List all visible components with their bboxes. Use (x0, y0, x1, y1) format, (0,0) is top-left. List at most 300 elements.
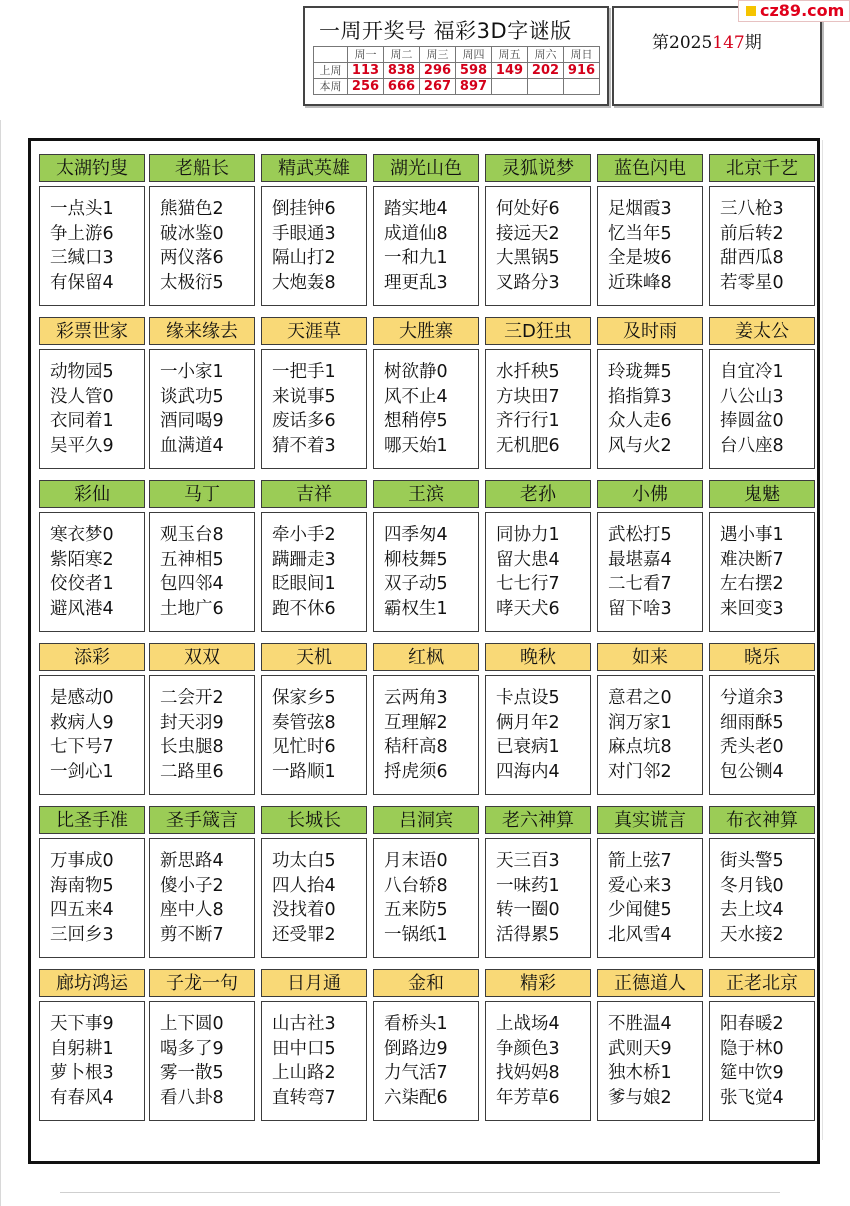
draw-table-day-row (314, 47, 600, 63)
riddle-line: 月末语0 (384, 851, 448, 871)
riddle-line: 大炮轰8 (272, 272, 336, 293)
day-header: 周日 (564, 47, 600, 63)
riddle-line: 功太白5 (272, 851, 336, 871)
riddle-line: 自躬耕1 (50, 1038, 114, 1059)
riddle-line: 云两角3 (384, 688, 448, 708)
riddle-line: 熊猫色2 (160, 199, 224, 219)
riddle-line: 前后转2 (720, 223, 784, 244)
riddle-group (149, 480, 255, 632)
riddle-line: 一味药1 (496, 875, 560, 896)
riddle-group (373, 806, 479, 958)
draw-number: 202 (528, 63, 564, 79)
riddle-line: 俩月年2 (496, 712, 560, 733)
riddle-line: 留大患4 (496, 549, 560, 570)
riddle-line: 手眼通3 (272, 223, 336, 244)
riddle-group-body (485, 349, 591, 469)
riddle-line: 动物园5 (50, 362, 114, 382)
riddle-group (709, 643, 815, 795)
riddle-group (261, 154, 367, 306)
riddle-line: 傻小子2 (160, 875, 224, 896)
riddle-line: 近珠峰8 (608, 272, 672, 293)
riddle-line: 足烟霞3 (608, 199, 672, 219)
riddle-line: 蹒跚走3 (272, 549, 336, 570)
riddle-line: 来回变3 (720, 598, 784, 619)
riddle-group-body (709, 675, 815, 795)
issue-suffix: 期 (744, 33, 762, 53)
riddle-line: 秃头老0 (720, 737, 784, 757)
riddle-line: 保家乡5 (272, 688, 336, 708)
riddle-lines (486, 1012, 560, 1110)
riddle-group-title: 日月通 (261, 969, 367, 997)
riddle-group-body (373, 512, 479, 632)
draw-number: 916 (564, 63, 600, 79)
riddle-line: 何处好6 (496, 199, 560, 219)
draw-number: 897 (456, 79, 492, 95)
riddle-line: 雾一散5 (160, 1063, 224, 1083)
riddle-group-body (709, 1001, 815, 1121)
riddle-line: 筵中饮9 (720, 1063, 784, 1083)
riddle-line: 四海内4 (496, 761, 560, 782)
riddle-lines (710, 197, 784, 295)
riddle-group-title: 彩票世家 (39, 317, 145, 345)
riddle-line: 一点头1 (50, 199, 114, 219)
riddle-group-body (485, 675, 591, 795)
draw-number: 666 (384, 79, 420, 95)
riddle-line: 一剑心1 (50, 761, 114, 782)
issue-number: 147 (712, 33, 745, 53)
riddle-line: 田中口5 (272, 1038, 336, 1059)
draw-number (564, 79, 600, 95)
riddle-group-body (261, 186, 367, 306)
riddle-lines (598, 1012, 672, 1110)
site-logo[interactable] (738, 0, 850, 22)
riddle-group-title: 小佛 (597, 480, 703, 508)
riddle-line: 齐行行1 (496, 411, 560, 431)
riddle-line: 上山路2 (272, 1063, 336, 1083)
riddle-line: 山古社3 (272, 1014, 336, 1034)
riddle-line: 二会开2 (160, 688, 224, 708)
riddle-line: 上下圆0 (160, 1014, 224, 1034)
riddle-lines (710, 686, 784, 784)
riddle-group-body (373, 838, 479, 958)
riddle-line: 细雨酥5 (720, 712, 784, 733)
riddle-group (597, 969, 703, 1121)
riddle-group-title: 真实谎言 (597, 806, 703, 834)
riddle-line: 想稍停5 (384, 411, 448, 431)
riddle-lines (150, 686, 224, 784)
riddle-group (485, 317, 591, 469)
riddle-lines (710, 1012, 784, 1110)
riddle-line: 包公铡4 (720, 761, 784, 782)
riddle-lines (598, 197, 672, 295)
riddle-group-title: 蓝色闪电 (597, 154, 703, 182)
riddle-line: 六柒配6 (384, 1087, 448, 1108)
riddle-lines (710, 523, 784, 621)
riddle-group-body (373, 1001, 479, 1121)
riddle-group (709, 969, 815, 1121)
riddle-lines (374, 360, 448, 458)
draw-number (492, 79, 528, 95)
draw-number: 838 (384, 63, 420, 79)
riddle-line: 润万家1 (608, 712, 672, 733)
riddle-lines (486, 523, 560, 621)
logo-square-icon (746, 6, 756, 16)
riddle-group (39, 317, 145, 469)
riddle-line: 牵小手2 (272, 525, 336, 545)
riddle-line: 树欲静0 (384, 362, 448, 382)
riddle-group-title: 晚秋 (485, 643, 591, 671)
riddle-group (597, 480, 703, 632)
day-header: 周二 (384, 47, 420, 63)
riddle-line: 一和九1 (384, 248, 448, 268)
riddle-lines (262, 1012, 336, 1110)
riddle-lines (262, 849, 336, 947)
draw-number: 113 (348, 63, 384, 79)
riddle-line: 一把手1 (272, 362, 336, 382)
riddle-group (149, 806, 255, 958)
day-header: 周四 (456, 47, 492, 63)
riddle-group-body (373, 186, 479, 306)
riddle-group (597, 317, 703, 469)
riddle-line: 北风雪4 (608, 924, 672, 945)
riddle-line: 四季匆4 (384, 525, 448, 545)
riddle-line: 争上游6 (50, 223, 114, 244)
riddle-line: 废话多6 (272, 411, 336, 431)
day-header: 周六 (528, 47, 564, 63)
riddle-line: 哪天始1 (384, 435, 448, 456)
riddle-line: 对门邻2 (608, 761, 672, 782)
riddle-line: 众人走6 (608, 411, 672, 431)
riddle-group-body (597, 512, 703, 632)
riddle-line: 台八座8 (720, 435, 784, 456)
riddle-group-body (485, 512, 591, 632)
riddle-group-body (261, 1001, 367, 1121)
riddle-line: 倒挂钟6 (272, 199, 336, 219)
riddle-line: 爱心来3 (608, 875, 672, 896)
riddle-group (597, 154, 703, 306)
riddle-group (597, 643, 703, 795)
draw-number: 598 (456, 63, 492, 79)
riddle-line: 是感动0 (50, 688, 114, 708)
riddle-line: 理更乱3 (384, 272, 448, 293)
riddle-line: 大黑锅5 (496, 248, 560, 268)
riddle-group (373, 154, 479, 306)
riddle-line: 无机肥6 (496, 435, 560, 456)
riddle-line: 天水接2 (720, 924, 784, 945)
riddle-line: 卡点设5 (496, 688, 560, 708)
riddle-line: 留下啥3 (608, 598, 672, 619)
riddle-line: 捋虎须6 (384, 761, 448, 782)
riddle-group-title: 吕洞宾 (373, 806, 479, 834)
riddle-group-title: 双双 (149, 643, 255, 671)
riddle-line: 没找着0 (272, 900, 336, 920)
page-title: 一周开奖号 福彩3D字谜版 (319, 19, 572, 43)
riddle-lines (598, 686, 672, 784)
riddle-group-body (39, 838, 145, 958)
riddle-group-title: 大胜寨 (373, 317, 479, 345)
issue-prefix: 第2025 (652, 33, 713, 53)
riddle-line: 紫陌寒2 (50, 549, 114, 570)
riddle-lines (486, 197, 560, 295)
riddle-line: 剪不断7 (160, 924, 224, 945)
riddle-line: 七下号7 (50, 737, 114, 757)
riddle-line: 秸秆高8 (384, 737, 448, 757)
draw-number: 149 (492, 63, 528, 79)
riddle-group (149, 643, 255, 795)
riddle-group-title: 添彩 (39, 643, 145, 671)
riddle-group (709, 317, 815, 469)
riddle-line: 封天羽9 (160, 712, 224, 733)
riddle-line: 冬月钱0 (720, 875, 784, 896)
riddle-lines (374, 523, 448, 621)
riddle-line: 成道仙8 (384, 223, 448, 244)
riddle-line: 喝多了9 (160, 1038, 224, 1059)
riddle-group-title: 灵狐说梦 (485, 154, 591, 182)
riddle-line: 一路顺1 (272, 761, 336, 782)
riddle-line: 方块田7 (496, 386, 560, 407)
riddle-line: 一锅纸1 (384, 924, 448, 945)
draw-number: 256 (348, 79, 384, 95)
riddle-group-title: 老六神算 (485, 806, 591, 834)
riddle-group-title: 金和 (373, 969, 479, 997)
riddle-group-body (597, 1001, 703, 1121)
riddle-line: 街头警5 (720, 851, 784, 871)
riddle-line: 风不止4 (384, 386, 448, 407)
riddle-lines (150, 197, 224, 295)
riddle-group-body (149, 1001, 255, 1121)
riddle-line: 力气活7 (384, 1063, 448, 1083)
riddle-line: 没人管0 (50, 386, 114, 407)
riddle-line: 阳春暖2 (720, 1014, 784, 1034)
riddle-group-title: 湖光山色 (373, 154, 479, 182)
riddle-group (597, 806, 703, 958)
riddle-line: 转一圈0 (496, 900, 560, 920)
riddle-line: 救病人9 (50, 712, 114, 733)
riddle-line: 还受罪2 (272, 924, 336, 945)
riddle-group-title: 红枫 (373, 643, 479, 671)
riddle-lines (150, 849, 224, 947)
riddle-lines (40, 849, 114, 947)
riddle-line: 土地广6 (160, 598, 224, 619)
riddle-line: 上战场4 (496, 1014, 560, 1034)
riddle-group-body (709, 349, 815, 469)
riddle-group (39, 806, 145, 958)
riddle-line: 佼佼者1 (50, 574, 114, 594)
riddle-line: 看八卦8 (160, 1087, 224, 1108)
riddle-line: 年芳草6 (496, 1087, 560, 1108)
riddle-group-body (149, 349, 255, 469)
riddle-lines (486, 686, 560, 784)
riddle-group (709, 806, 815, 958)
draw-table-row-this-week (314, 79, 600, 95)
riddle-group-body (373, 675, 479, 795)
riddle-group-body (261, 838, 367, 958)
riddle-group (485, 154, 591, 306)
riddle-lines (150, 360, 224, 458)
riddle-group-title: 姜太公 (709, 317, 815, 345)
riddle-line: 麻点坑8 (608, 737, 672, 757)
riddle-group-body (149, 186, 255, 306)
riddle-group-title: 正老北京 (709, 969, 815, 997)
riddle-group-body (597, 186, 703, 306)
page-edge-bottom (60, 1192, 780, 1193)
riddle-group-title: 精武英雄 (261, 154, 367, 182)
riddle-line: 互理解2 (384, 712, 448, 733)
riddle-group-title: 吉祥 (261, 480, 367, 508)
riddle-group-title: 廊坊鸿运 (39, 969, 145, 997)
riddle-line: 甜西瓜8 (720, 248, 784, 268)
riddle-group-body (149, 675, 255, 795)
riddle-line: 争颜色3 (496, 1038, 560, 1059)
riddle-group-title: 鬼魅 (709, 480, 815, 508)
riddle-line: 兮道余3 (720, 688, 784, 708)
page-edge-right (822, 140, 823, 1140)
riddle-group (39, 969, 145, 1121)
riddle-line: 找妈妈8 (496, 1063, 560, 1083)
riddle-line: 七七行7 (496, 574, 560, 594)
page-edge-left (0, 120, 1, 1206)
riddle-group-body (261, 675, 367, 795)
riddle-group (373, 317, 479, 469)
riddle-line: 新思路4 (160, 851, 224, 871)
riddle-line: 长虫腿8 (160, 737, 224, 757)
riddle-line: 武则天9 (608, 1038, 672, 1059)
riddle-lines (40, 360, 114, 458)
riddle-line: 奏管弦8 (272, 712, 336, 733)
riddle-line: 少闻健5 (608, 900, 672, 920)
riddle-grid (28, 138, 820, 1164)
riddle-group-body (39, 349, 145, 469)
riddle-line: 有春风4 (50, 1087, 114, 1108)
riddle-group-title: 王滨 (373, 480, 479, 508)
riddle-line: 爹与娘2 (608, 1087, 672, 1108)
riddle-group (149, 317, 255, 469)
logo-text: cz89.com (760, 1, 845, 20)
riddle-line: 有保留4 (50, 272, 114, 293)
riddle-group (485, 480, 591, 632)
riddle-group-title: 老孙 (485, 480, 591, 508)
riddle-lines (374, 1012, 448, 1110)
riddle-line: 五神相5 (160, 549, 224, 570)
riddle-group-title: 北京千艺 (709, 154, 815, 182)
riddle-line: 包四邻4 (160, 574, 224, 594)
riddle-group-title: 及时雨 (597, 317, 703, 345)
riddle-lines (262, 360, 336, 458)
riddle-group-body (709, 838, 815, 958)
riddle-line: 天三百3 (496, 851, 560, 871)
riddle-group-title: 晓乐 (709, 643, 815, 671)
riddle-group-title: 三D狂虫 (485, 317, 591, 345)
riddle-group-body (373, 349, 479, 469)
riddle-group (373, 480, 479, 632)
riddle-line: 两仪落6 (160, 248, 224, 268)
weekly-draw-table (313, 46, 600, 95)
riddle-lines (710, 360, 784, 458)
draw-number: 296 (420, 63, 456, 79)
riddle-line: 接远天2 (496, 223, 560, 244)
riddle-line: 二路里6 (160, 761, 224, 782)
riddle-line: 二七看7 (608, 574, 672, 594)
riddle-group (261, 480, 367, 632)
riddle-line: 同协力1 (496, 525, 560, 545)
riddle-group-body (485, 186, 591, 306)
riddle-lines (262, 197, 336, 295)
riddle-lines (710, 849, 784, 947)
riddle-lines (150, 1012, 224, 1110)
riddle-line: 双子动5 (384, 574, 448, 594)
riddle-group (39, 643, 145, 795)
riddle-group-body (709, 512, 815, 632)
riddle-line: 风与火2 (608, 435, 672, 456)
riddle-line: 寒衣梦0 (50, 525, 114, 545)
riddle-lines (262, 523, 336, 621)
riddle-lines (486, 849, 560, 947)
riddle-line: 意君之0 (608, 688, 672, 708)
riddle-group-body (39, 512, 145, 632)
riddle-line: 天下事9 (50, 1014, 114, 1034)
riddle-line: 捧圆盆0 (720, 411, 784, 431)
riddle-group-body (709, 186, 815, 306)
riddle-lines (486, 360, 560, 458)
riddle-line: 左右摆2 (720, 574, 784, 594)
riddle-line: 三回乡3 (50, 924, 114, 945)
riddle-group (709, 154, 815, 306)
riddle-group-body (597, 838, 703, 958)
riddle-line: 四五来4 (50, 900, 114, 920)
riddle-line: 太极衍5 (160, 272, 224, 293)
riddle-group-title: 老船长 (149, 154, 255, 182)
riddle-lines (40, 1012, 114, 1110)
riddle-group-body (261, 349, 367, 469)
riddle-line: 三缄口3 (50, 248, 114, 268)
riddle-line: 哮天犬6 (496, 598, 560, 619)
draw-table-corner (314, 47, 348, 63)
riddle-line: 玲珑舞5 (608, 362, 672, 382)
draw-number: 267 (420, 79, 456, 95)
riddle-line: 柳枝舞5 (384, 549, 448, 570)
riddle-group (149, 154, 255, 306)
riddle-group (39, 480, 145, 632)
day-header: 周一 (348, 47, 384, 63)
day-header: 周五 (492, 47, 528, 63)
riddle-group-body (597, 675, 703, 795)
riddle-line: 水扦秧5 (496, 362, 560, 382)
row-label: 上周 (314, 63, 348, 79)
riddle-group-body (149, 512, 255, 632)
riddle-group-title: 如来 (597, 643, 703, 671)
draw-table-row-last-week (314, 63, 600, 79)
riddle-lines (598, 849, 672, 947)
riddle-group (485, 806, 591, 958)
riddle-group-title: 比圣手准 (39, 806, 145, 834)
riddle-group-title: 子龙一句 (149, 969, 255, 997)
riddle-group (485, 969, 591, 1121)
riddle-line: 看桥头1 (384, 1014, 448, 1034)
riddle-lines (40, 523, 114, 621)
riddle-group (149, 969, 255, 1121)
riddle-line: 独木桥1 (608, 1063, 672, 1083)
riddle-group-title: 长城长 (261, 806, 367, 834)
riddle-group (373, 969, 479, 1121)
riddle-line: 谈武功5 (160, 386, 224, 407)
issue-label (652, 28, 762, 53)
riddle-line: 血满道4 (160, 435, 224, 456)
riddle-line: 武松打5 (608, 525, 672, 545)
riddle-group-title: 布衣神算 (709, 806, 815, 834)
riddle-lines (598, 360, 672, 458)
riddle-line: 三八枪3 (720, 199, 784, 219)
riddle-line: 活得累5 (496, 924, 560, 945)
